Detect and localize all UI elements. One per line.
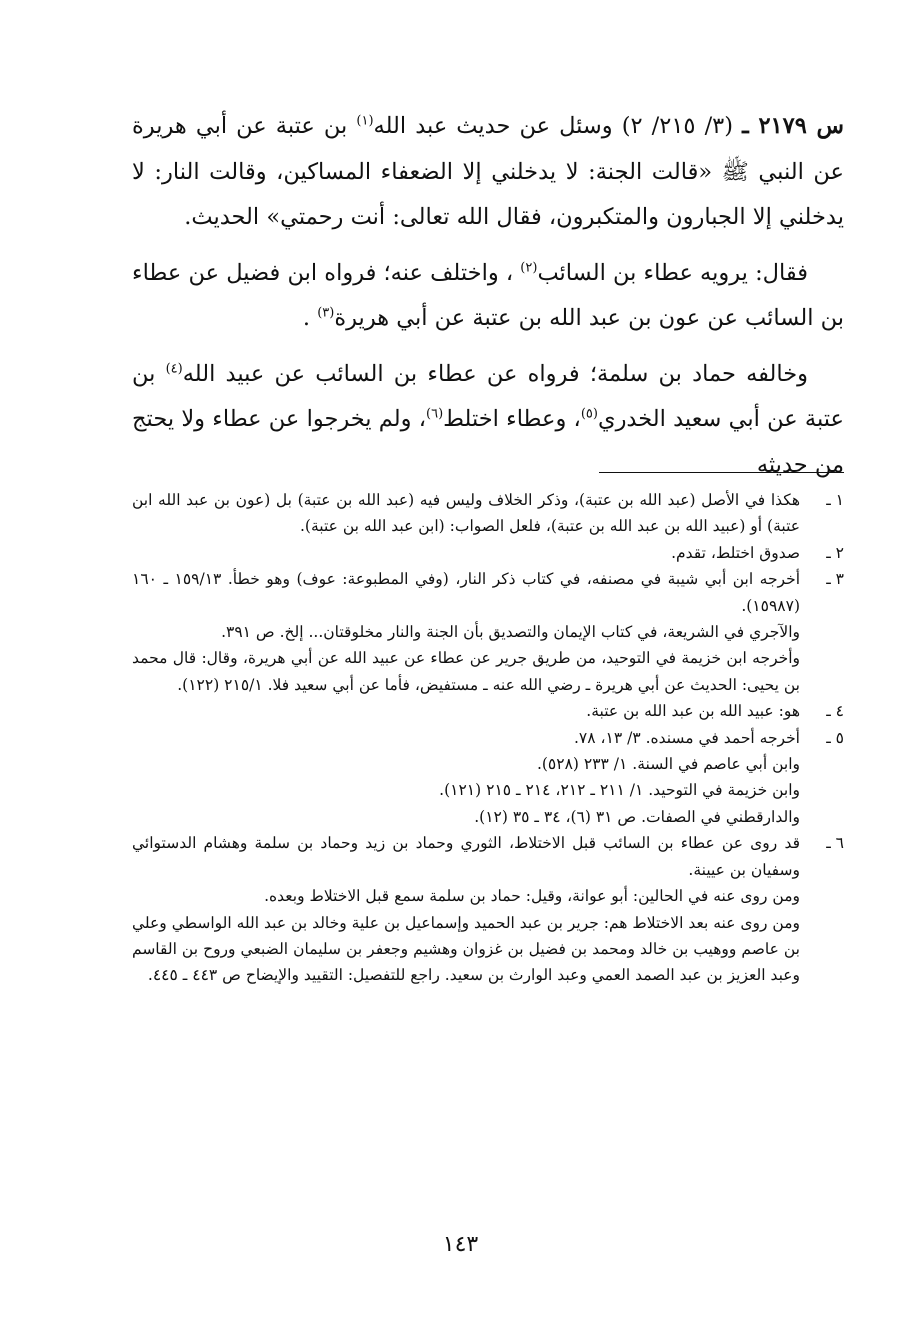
footnote-line: وابن أبي عاصم في السنة. ١/ ٢٣٣ (٥٢٨). [536, 755, 800, 774]
footnote-ref-6: (٦) [426, 406, 444, 422]
footnotes [132, 487, 844, 989]
text-segment: . [302, 305, 311, 331]
footnote-line: والآجري في الشريعة، في كتاب الإيمان والتصديق بأن الجنة والنار مخلوقتان... إلخ. ص ٣٩١. [221, 623, 800, 642]
footnote-line: قد روى عن عطاء بن السائب قبل الاختلاط، الثوري وحماد بن زيد وحماد بن سلمة وهشام الدستوائي وسفيان بن عيينة. [132, 834, 800, 879]
text-segment: فقال: يرويه عطاء بن السائب [537, 259, 808, 286]
footnote-line: أخرجه أحمد في مسنده. ٣/ ١٣، ٧٨. [573, 728, 800, 747]
main-text [132, 104, 844, 498]
footnote-body [132, 566, 800, 698]
footnote-ref-5: (٥) [580, 406, 598, 422]
footnote-6 [132, 830, 844, 988]
footnote-4 [132, 698, 844, 724]
footnote-line: أخرجه ابن أبي شيبة في مصنفه، في كتاب ذكر النار، (وفي المطبوعة: عوف) وهو خطأ. ١٥٩/١٣ ـ ١٦٠ (١٥٩٨٧). [132, 570, 800, 615]
footnote-ref-4: (٤) [165, 361, 183, 376]
footnote-body [132, 540, 800, 566]
footnote-number: ٤ ـ [826, 702, 844, 721]
footnote-line: ومن روى عنه في الحالين: أبو عوانة، وقيل: حماد بن سلمة سمع قبل الاختلاط وبعده. [264, 887, 800, 906]
footnote-line: هو: عبيد الله بن عبد الله بن عتبة. [586, 702, 800, 721]
footnote-body [132, 487, 800, 540]
footnote-number: ٢ ـ [826, 543, 844, 562]
footnote-body [132, 830, 800, 988]
answer-paragraph [132, 251, 844, 342]
text-segment: ، ولم يخرجوا عن عطاء ولا يحتج من حديثه [132, 406, 844, 478]
question-paragraph [132, 104, 844, 241]
footnote-separator [599, 472, 844, 473]
footnote-line: والدارقطني في الصفات. ص ٣١ (٦)، ٣٤ ـ ٣٥ (١٢). [474, 807, 800, 826]
text-segment: وخالفه حماد بن سلمة؛ فرواه عن عطاء بن السائب عن عبيد الله [182, 360, 808, 387]
footnote-number: ٥ ـ [826, 728, 844, 747]
footnote-line: وابن خزيمة في التوحيد. ١/ ٢١١ ـ ٢١٢، ٢١٤ ـ ٢١٥ (١٢١). [439, 781, 800, 800]
text-segment: (٣/ ٢١٥/ ٢) وسئل عن حديث عبد الله [373, 113, 734, 139]
footnote-3 [132, 566, 844, 698]
footnote-ref-3: (٣) [317, 305, 335, 321]
footnote-5 [132, 725, 844, 831]
text-segment: ، واختلف عنه؛ فرواه ابن فضيل عن عطاء بن السائب عن عون بن عبد الله بن عتبة عن أبي هريرة [132, 259, 844, 331]
footnote-ref-2: (٢) [520, 260, 538, 275]
footnote-ref-1: (١) [356, 113, 374, 129]
footnote-line: ومن روى عنه بعد الاختلاط هم: جرير بن عبد الحميد وإسماعيل بن علية وخالد بن عبد الله الواسطي وعلي بن عاصم ووهيب بن خالد ومحمد بن فضيل بن غزوان وهشيم وجعفر بن سليمان الضبعي وروح بن القاسم وعبد العزيز بن عبد الصمد العمي وعبد الوارث بن سعيد. راجع للتفصيل: التقييد والإيضاح ص ٤٤٣ ـ ٤٤٥. [132, 913, 800, 985]
footnote-number: ٣ ـ [826, 570, 844, 589]
text-segment: بن عتبة عن أبي سعيد الخدري [132, 360, 844, 432]
footnote-2 [132, 540, 844, 566]
footnote-body [132, 725, 800, 831]
answer-paragraph [132, 352, 844, 489]
footnote-1 [132, 487, 844, 540]
footnote-number: ١ ـ [826, 491, 844, 509]
question-number: س ٢١٧٩ ـ [742, 113, 845, 139]
footnote-line: صدوق اختلط، تقدم. [671, 543, 800, 562]
footnote-number: ٦ ـ [826, 834, 844, 853]
page-number: ١٤٣ [442, 1232, 479, 1257]
footnote-line: وأخرجه ابن خزيمة في التوحيد، من طريق جرير عن عطاء عن عبيد الله عن أبي هريرة، وقال: قال محمد بن يحيى: الحديث عن أبي هريرة ـ رضي الله عنه ـ مستفيض، فأما عن أبي سعيد فلا. ٢١٥/١ (١٢٢). [132, 649, 800, 694]
footnote-line: هكذا في الأصل (عبد الله بن عتبة)، وذكر الخلاف وليس فيه (عبد الله بن عتبة) بل (عون بن عبد الله ابن عتبة) أو (عبيد الله بن عبد الله بن عتبة)، فلعل الصواب: (ابن عبد الله بن عتبة). [132, 491, 800, 536]
footnote-body [132, 698, 800, 724]
text-segment: ، وعطاء اختلط [443, 406, 581, 432]
text-segment: بن عتبة عن أبي هريرة عن النبي ﷺ «قالت الجنة: لا يدخلني إلا الضعفاء المساكين، وقالت النار: لا يدخلني إلا الجبارون والمتكبرون، فقال الله تعالى: أنت رحمتي» الحديث. [132, 113, 844, 230]
